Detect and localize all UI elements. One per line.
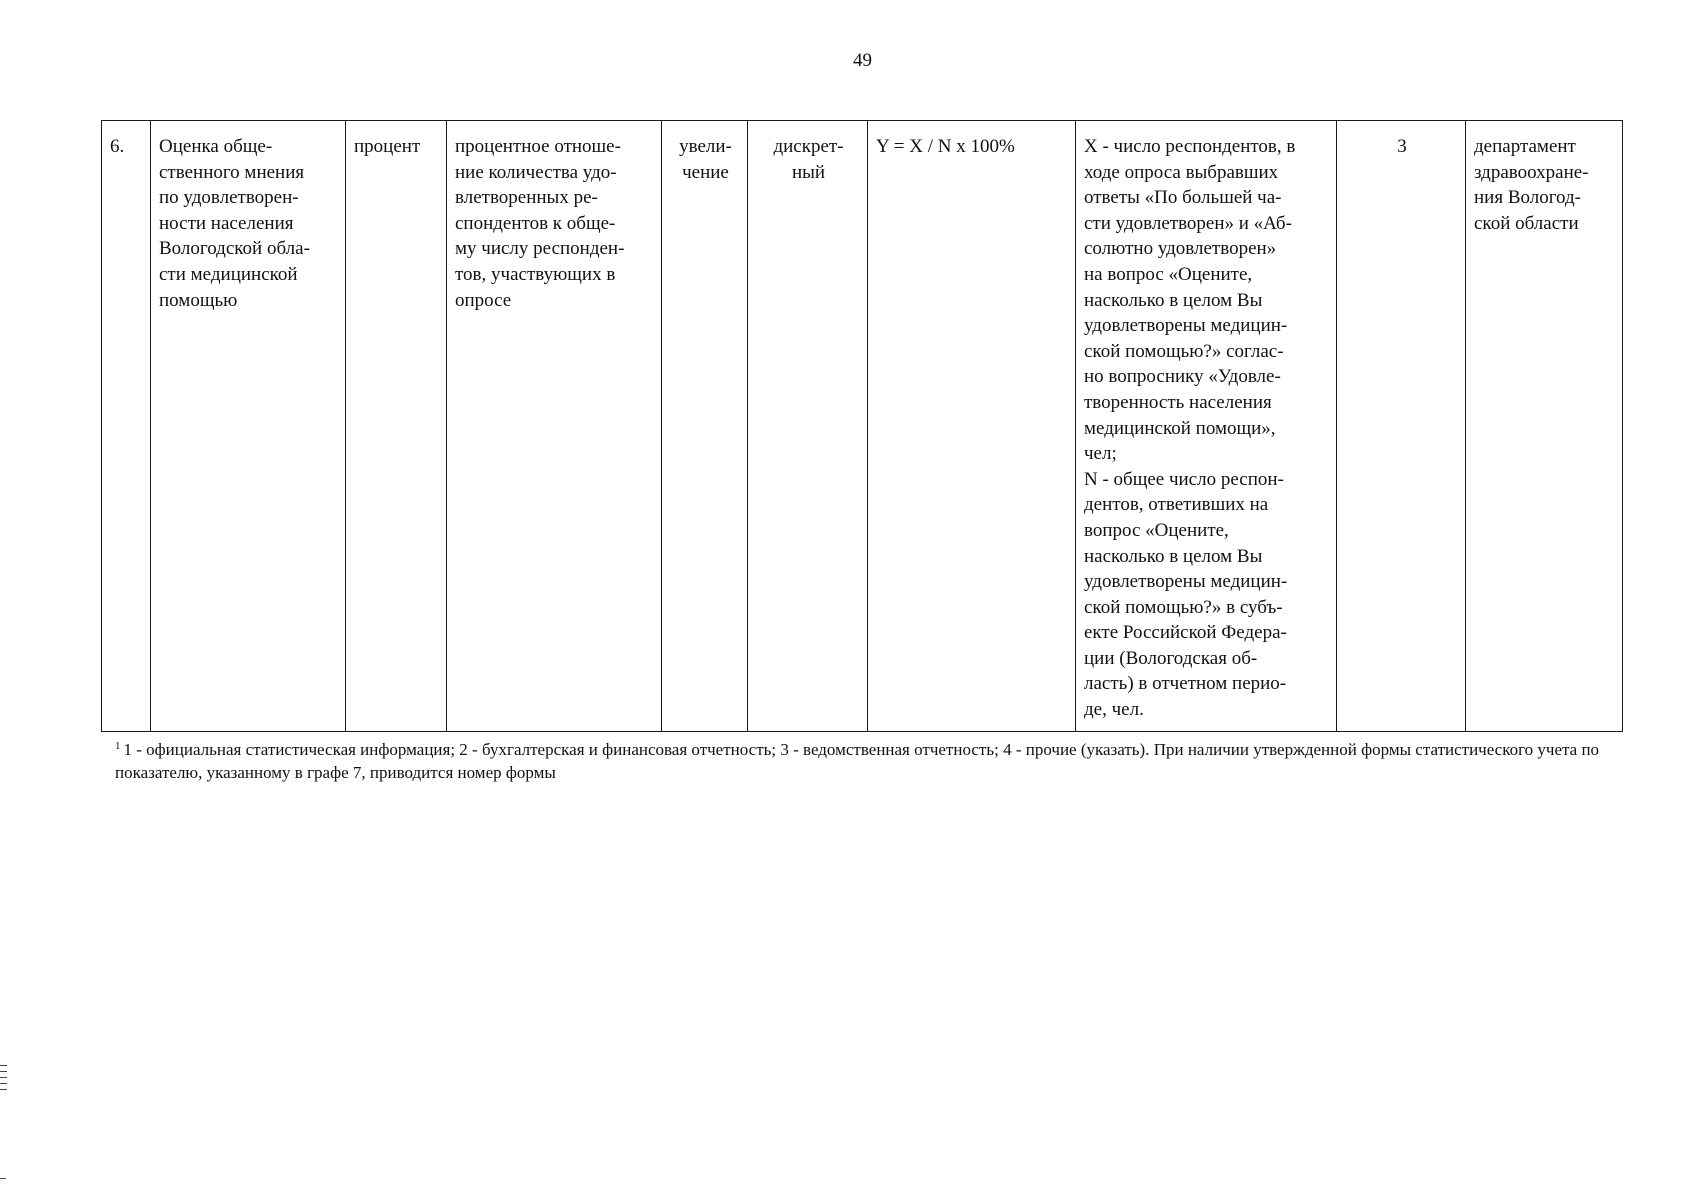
cell-unit: процент: [346, 121, 447, 732]
indicator-table: [101, 120, 1623, 732]
cell-number: 6.: [102, 121, 151, 732]
margin-dash: [0, 1178, 6, 1179]
footnote: [115, 735, 1625, 784]
cell-indicator-name: Оценка обще- ственного мнения по удовлетворен- ности населения Вологодской обла- сти медицинской помощью: [151, 121, 346, 732]
footnote-text: 1 - официальная статистическая информация; 2 - бухгалтерская и финансовая отчетность; 3 - ведомственная отчетность; 4 - прочие (указать). При наличии утвержденной формы статистического учета по показателю, указанному в графе 7, приводится номер формы: [115, 740, 1600, 782]
cell-definition: процентное отноше- ние количества удо- влетворенных ре- спондентов к обще- му числу респонден- тов, участвующих в опросе: [447, 121, 662, 732]
cell-source-code: 3: [1337, 121, 1466, 732]
page-number: 49: [853, 50, 872, 71]
footnote-marker: 1: [115, 740, 121, 752]
table-row: [102, 121, 1623, 732]
margin-tick-marks: [0, 1065, 7, 1103]
cell-direction: увели- чение: [662, 121, 748, 732]
cell-variables: X - число респондентов, в ходе опроса выбравших ответы «По большей ча- сти удовлетворен» и «Аб- солютно удовлетворен» на вопрос «Оцените, насколько в целом Вы удовлетворены медицин- ской помощью?» соглас- но вопроснику «Удовле- творенность населения медицинской помощи», чел; N - общее число респон- дентов, ответивших на вопрос «Оцените, насколько в целом Вы удовлетворены медицин- ской помощью?» в субъ- екте Российской Федера- ции (Вологодская об- ласть) в отчетном перио- де, чел.: [1076, 121, 1337, 732]
cell-type: дискрет- ный: [748, 121, 868, 732]
cell-formula: Y = X / N x 100%: [868, 121, 1076, 732]
cell-responsible: департамент здравоохране- ния Вологод- ской области: [1466, 121, 1623, 732]
